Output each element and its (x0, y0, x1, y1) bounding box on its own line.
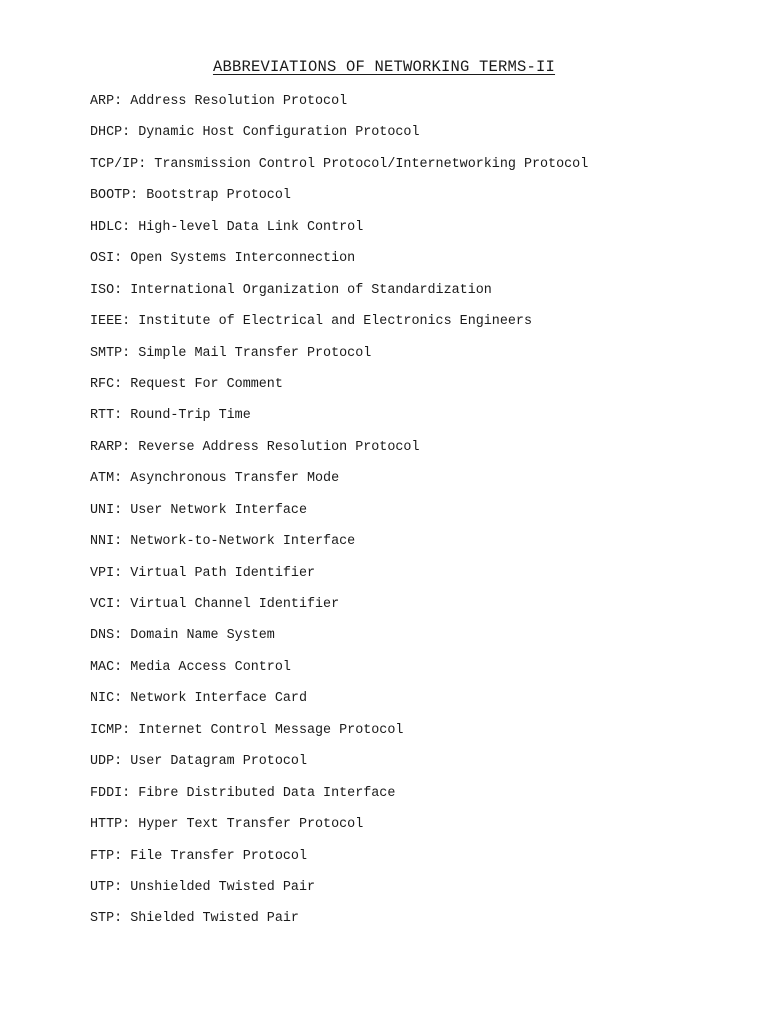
list-item (90, 628, 588, 659)
list-item (90, 880, 588, 911)
list-item (90, 691, 588, 722)
abbreviation: RTT: (90, 408, 123, 424)
list-item (90, 817, 588, 848)
abbreviation: ICMP: (90, 722, 131, 738)
abbreviation: IEEE: (90, 314, 131, 330)
abbreviation: RFC: (90, 376, 123, 392)
list-item (90, 786, 588, 817)
expansion: Fibre Distributed Data Interface (138, 785, 396, 801)
abbreviation: STP: (90, 911, 123, 927)
expansion: Round-Trip Time (130, 408, 251, 424)
abbreviation: ARP: (90, 94, 123, 109)
expansion: Reverse Address Resolution Protocol (138, 439, 420, 455)
separator (122, 471, 130, 486)
separator (122, 408, 130, 423)
abbreviation: UNI: (90, 502, 123, 518)
separator (122, 534, 130, 549)
separator (122, 94, 130, 109)
expansion: Asynchronous Transfer Mode (130, 471, 340, 487)
list-item (90, 597, 588, 628)
expansion: Transmission Control Protocol/Internetworking Protocol (154, 156, 589, 172)
list-item (90, 566, 588, 597)
abbreviation: VCI: (90, 597, 123, 612)
separator (122, 628, 130, 643)
list-item (90, 534, 588, 565)
expansion: Media Access Control (130, 659, 291, 675)
abbreviation: FTP: (90, 848, 123, 864)
list-item (90, 188, 588, 219)
separator (122, 754, 130, 769)
abbreviation: SMTP: (90, 345, 131, 361)
separator (122, 849, 130, 864)
expansion: User Network Interface (130, 502, 307, 518)
abbreviation: ISO: (90, 282, 123, 298)
abbreviation: BOOTP: (90, 188, 139, 204)
separator (122, 283, 130, 298)
expansion: Simple Mail Transfer Protocol (138, 345, 372, 361)
list-item (90, 849, 588, 880)
expansion: Domain Name System (130, 628, 275, 644)
separator (122, 503, 130, 518)
expansion: Shielded Twisted Pair (130, 911, 299, 927)
list-item (90, 754, 588, 785)
abbreviation: MAC: (90, 659, 123, 675)
separator (122, 660, 130, 675)
separator (122, 597, 130, 612)
abbreviation: TCP/IP: (90, 156, 147, 172)
abbreviation: HDLC: (90, 219, 131, 235)
list-item (90, 125, 588, 156)
expansion: Request For Comment (130, 376, 283, 392)
expansion: Open Systems Interconnection (130, 251, 356, 267)
expansion: Hyper Text Transfer Protocol (138, 817, 364, 833)
list-item (90, 346, 588, 377)
list-item (90, 503, 588, 534)
list-item (90, 94, 588, 125)
abbreviation: FDDI: (90, 785, 131, 801)
abbreviation: DNS: (90, 628, 123, 644)
separator (122, 377, 130, 392)
abbreviation: NIC: (90, 691, 123, 707)
separator (122, 566, 130, 581)
expansion: Institute of Electrical and Electronics Engineers (138, 314, 532, 330)
abbreviation: UTP: (90, 879, 123, 895)
expansion: International Organization of Standardization (130, 282, 492, 298)
abbreviation: UDP: (90, 754, 123, 770)
list-item (90, 723, 588, 754)
abbreviation: NNI: (90, 534, 123, 550)
abbreviation: OSI: (90, 251, 123, 267)
separator (122, 251, 130, 266)
abbreviation: VPI: (90, 565, 123, 581)
list-item (90, 157, 588, 188)
list-item (90, 660, 588, 691)
expansion: Bootstrap Protocol (146, 188, 291, 204)
expansion: Network-to-Network Interface (130, 534, 356, 550)
expansion: Internet Control Message Protocol (138, 722, 404, 738)
list-item (90, 377, 588, 408)
expansion: High-level Data Link Control (138, 219, 364, 235)
expansion: File Transfer Protocol (130, 848, 307, 864)
list-item (90, 471, 588, 502)
separator (122, 880, 130, 895)
list-item (90, 408, 588, 439)
list-item (90, 251, 588, 282)
expansion: User Datagram Protocol (130, 754, 307, 770)
page-title-wrap (0, 58, 768, 76)
page-title: ABBREVIATIONS OF NETWORKING TERMS-II (212, 58, 556, 76)
expansion: Address Resolution Protocol (130, 94, 348, 109)
separator (122, 911, 130, 926)
abbreviation: DHCP: (90, 125, 131, 141)
expansion: Virtual Channel Identifier (130, 597, 340, 612)
abbreviation: HTTP: (90, 817, 131, 833)
separator (122, 691, 130, 706)
expansion: Virtual Path Identifier (130, 565, 316, 581)
abbreviation: RARP: (90, 439, 131, 455)
expansion: Dynamic Host Configuration Protocol (138, 125, 420, 141)
list-item (90, 220, 588, 251)
list-item (90, 911, 588, 942)
list-item (90, 314, 588, 345)
abbreviation: ATM: (90, 471, 123, 487)
list-item (90, 440, 588, 471)
list-item (90, 283, 588, 314)
expansion: Network Interface Card (130, 691, 307, 707)
expansion: Unshielded Twisted Pair (130, 879, 316, 895)
abbreviation-list (90, 94, 588, 943)
